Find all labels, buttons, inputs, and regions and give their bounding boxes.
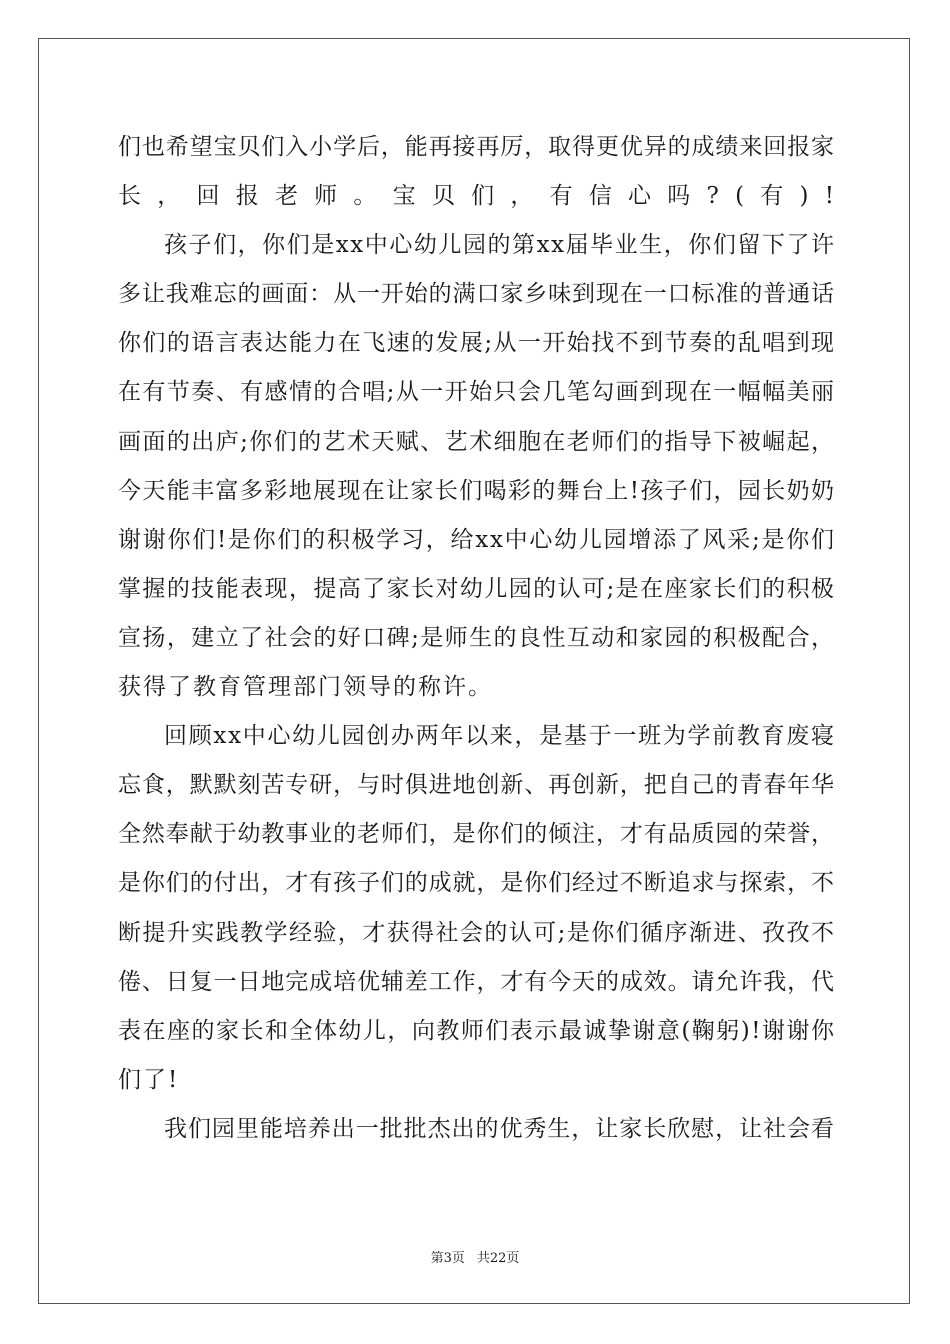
text-line-content: 掌握的技能表现，提高了家长对幼儿园的认可;是在座家长们的积极: [118, 575, 836, 602]
text-line: [118, 909, 834, 958]
text-line: [118, 859, 834, 908]
text-line-content: 宣扬，建立了社会的好口碑;是师生的良性互动和家园的积极配合，: [118, 624, 836, 651]
text-line-content: 多让我难忘的画面：从一开始的满口家乡味到现在一口标准的普通话: [118, 281, 835, 308]
text-line-content: 表在座的家长和全体幼儿，向教师们表示最诚挚谢意(鞠躬)!谢谢你: [118, 1017, 836, 1044]
text-line-content: 你们的语言表达能力在飞速的发展;从一开始找不到节奏的乱唱到现: [118, 330, 836, 357]
text-line-content: 画面的出庐;你们的艺术天赋、艺术细胞在老师们的指导下被崛起，: [118, 428, 836, 455]
text-line-content: 今天能丰富多彩地展现在让家长们喝彩的舞台上!孩子们，园长奶奶: [118, 477, 836, 504]
page-footer: [0, 1247, 950, 1266]
text-line: [118, 418, 834, 467]
text-line-content: 回顾xx中心幼儿园创办两年以来，是基于一班为学前教育废寝: [164, 723, 836, 750]
text-line-content: 我们园里能培养出一批批杰出的优秀生，让家长欣慰，让社会看: [164, 1115, 835, 1142]
text-line: [118, 565, 834, 614]
text-line: [118, 761, 834, 810]
text-line-content: 孩子们，你们是xx中心幼儿园的第xx届毕业生，你们留下了许: [164, 232, 836, 259]
text-line: [118, 221, 834, 270]
text-line-content: 在有节奏、有感情的合唱;从一开始只会几笔勾画到现在一幅幅美丽: [118, 379, 836, 406]
text-line: [118, 810, 834, 859]
text-line: [118, 712, 834, 761]
text-line-content: 忘食，默默刻苦专研，与时俱进地创新、再创新，把自己的青春年华: [118, 772, 835, 799]
text-line-content: 获得了教育管理部门领导的称许。: [118, 674, 493, 701]
text-line: [118, 614, 834, 663]
page-total: 共22页: [476, 1251, 520, 1266]
text-line: [118, 516, 834, 565]
text-line: [118, 1105, 834, 1154]
text-line: [118, 123, 834, 172]
text-line-content: 们了!: [118, 1066, 180, 1093]
text-line-content: 们也希望宝贝们入小学后，能再接再厉，取得更优异的成绩来回报家: [118, 134, 835, 160]
text-line-content: 断提升实践教学经验，才获得社会的认可;是你们循序渐进、孜孜不: [118, 919, 836, 946]
text-line: [118, 319, 834, 368]
page-number: 第3页: [430, 1251, 465, 1266]
text-line: [118, 1007, 834, 1056]
text-line-content: 全然奉献于幼教事业的老师们，是你们的倾注，才有品质园的荣誉，: [118, 821, 835, 848]
text-line: [118, 663, 834, 712]
text-line: [118, 1056, 834, 1105]
text-line: [118, 368, 834, 417]
text-line-content: 谢谢你们!是你们的积极学习，给xx中心幼儿园增添了风采;是你们: [118, 526, 836, 553]
text-line-content: 是你们的付出，才有孩子们的成就，是你们经过不断追求与探索，不: [118, 870, 835, 897]
document-body: [118, 123, 851, 1154]
text-line: [118, 172, 851, 221]
text-line: [118, 270, 834, 319]
text-line-content: 长，回报老师。宝贝们，有信心吗?(有)!: [118, 183, 851, 210]
text-line: [118, 467, 834, 516]
text-line-content: 倦、日复一日地完成培优辅差工作，才有今天的成效。请允许我，代: [118, 968, 835, 995]
text-line: [118, 958, 834, 1007]
